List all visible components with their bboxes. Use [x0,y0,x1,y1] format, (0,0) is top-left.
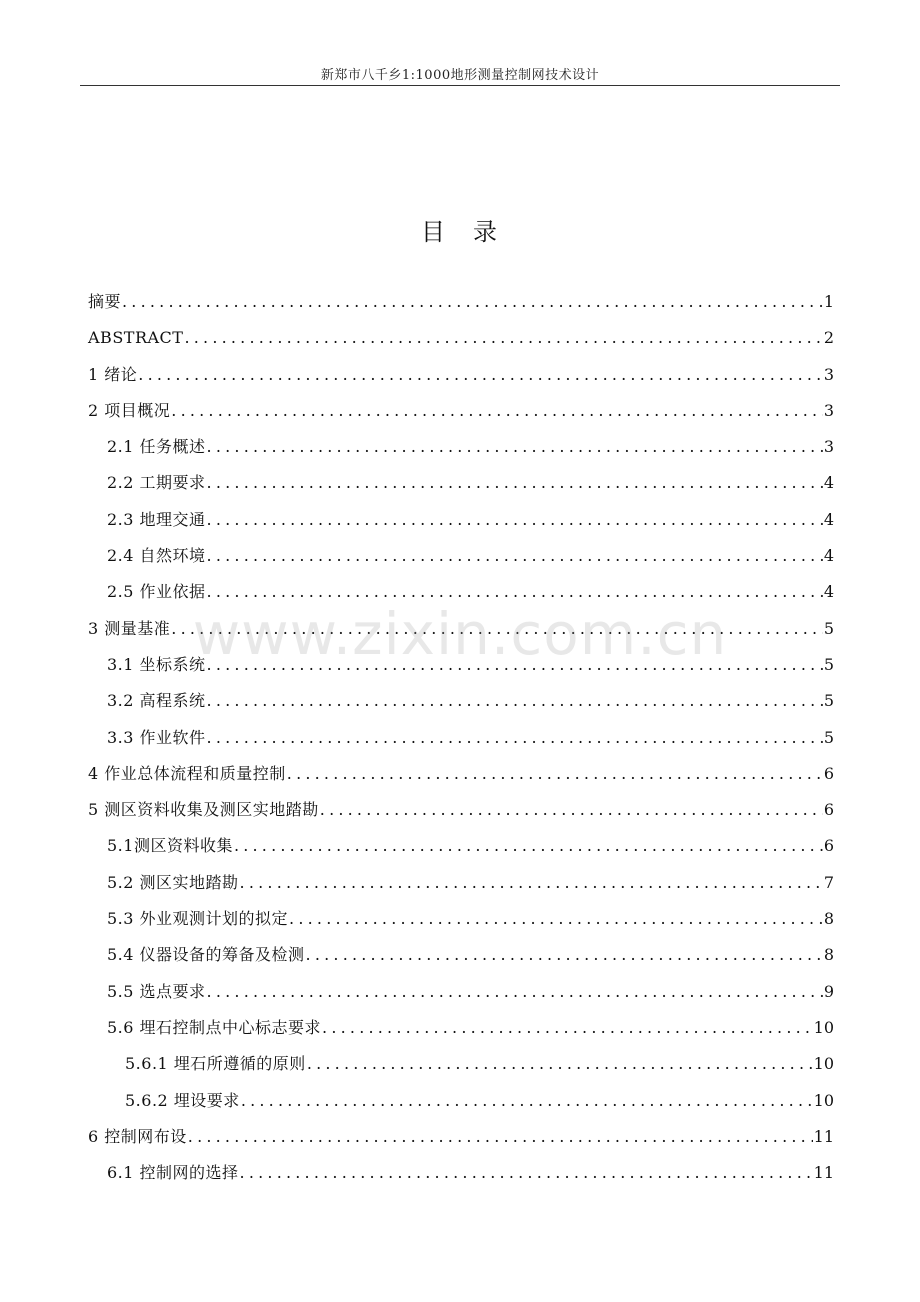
toc-entry-page: 6 [823,763,834,783]
toc-entry[interactable] [88,762,834,798]
toc-entry-page: 7 [823,872,834,892]
toc-entry-page: 5 [823,727,834,747]
toc-leader-dots [207,726,823,750]
toc-entry-page: 5 [823,654,834,674]
toc-entry-page: 11 [813,1126,834,1146]
toc-leader-dots [184,326,822,350]
toc-entry-page: 3 [823,437,834,457]
toc-entry-label: 5.3 外业观测计划的拟定 [107,909,289,929]
toc-entry-label: 5.2 测区实地踏勘 [107,872,239,892]
toc-entry[interactable] [88,1016,834,1052]
toc-entry[interactable] [88,943,834,979]
toc-leader-dots [207,435,823,459]
toc-leader-dots [207,980,823,1004]
toc-entry-page: 4 [823,546,834,566]
toc-entry-page: 10 [813,1017,834,1037]
toc-entry-page: 8 [823,945,834,965]
toc-leader-dots [207,689,823,713]
toc-leader-dots [188,1125,813,1149]
toc-entry-label: 2.1 任务概述 [107,437,206,457]
toc-entry[interactable] [88,471,834,507]
toc-entry-label: 6 控制网布设 [88,1126,187,1146]
toc-entry-page: 10 [813,1054,834,1074]
toc-entry-page: 9 [823,981,834,1001]
toc-entry[interactable] [88,326,834,362]
toc-list [88,290,834,1197]
toc-entry[interactable] [88,399,834,435]
toc-entry[interactable] [88,1052,834,1088]
toc-entry-page: 11 [813,1163,834,1183]
toc-entry-label: 3.3 作业软件 [107,727,206,747]
header-rule [80,85,840,86]
toc-entry-label: 5.1测区资料收集 [107,836,233,856]
toc-leader-dots [138,363,823,387]
toc-entry-page: 4 [823,582,834,602]
toc-entry-label: 2.5 作业依据 [107,582,206,602]
toc-entry-page: 1 [823,292,834,311]
toc-leader-dots [207,508,823,532]
toc-entry-page: 4 [823,509,834,529]
toc-entry-label: 5.4 仪器设备的筹备及检测 [107,945,305,965]
toc-entry[interactable] [88,726,834,762]
toc-leader-dots [241,1089,813,1113]
toc-entry-page: 5 [823,691,834,711]
toc-entry-label: 5.6 埋石控制点中心标志要求 [107,1017,322,1037]
toc-entry-label: 4 作业总体流程和质量控制 [88,763,286,783]
toc-leader-dots [240,1161,813,1185]
toc-entry-label: 1 绪论 [88,364,138,384]
toc-entry[interactable] [88,834,834,870]
toc-entry-page: 10 [813,1090,834,1110]
toc-entry[interactable] [88,435,834,471]
page-header: 新郑市八千乡1:1000地形测量控制网技术设计 [320,68,600,83]
toc-entry-page: 5 [823,618,834,638]
toc-leader-dots [207,653,823,677]
toc-entry[interactable] [88,617,834,653]
toc-entry[interactable] [88,980,834,1016]
toc-entry-page: 6 [823,800,834,820]
toc-entry-label: 5 测区资料收集及测区实地踏勘 [88,800,319,820]
toc-entry-label: 摘要 [88,292,122,311]
toc-entry[interactable] [88,544,834,580]
toc-leader-dots [171,399,823,423]
toc-entry-label: 5.6.1 埋石所遵循的原则 [125,1054,306,1074]
toc-entry-page: 4 [823,473,834,493]
toc-entry[interactable] [88,363,834,399]
toc-entry[interactable] [88,1125,834,1161]
toc-leader-dots [287,762,823,786]
toc-entry-label: 3.1 坐标系统 [107,654,206,674]
watermark: www.zixin.com.cn [192,600,728,668]
toc-entry-label: 3 测量基准 [88,618,171,638]
toc-leader-dots [320,798,823,822]
toc-title: 目 录 [421,218,499,246]
toc-entry[interactable] [88,871,834,907]
toc-entry[interactable] [88,798,834,834]
toc-entry-page: 6 [823,836,834,856]
toc-leader-dots [171,617,823,641]
toc-leader-dots [122,290,823,314]
toc-entry-label: 2.3 地理交通 [107,509,206,529]
toc-entry-page: 2 [823,328,834,348]
toc-leader-dots [306,943,823,967]
toc-leader-dots [289,907,823,931]
toc-leader-dots [207,544,823,568]
toc-entry[interactable] [88,653,834,689]
toc-entry-label: 3.2 高程系统 [107,691,206,711]
toc-entry-label: 5.5 选点要求 [107,981,206,1001]
toc-leader-dots [234,834,823,858]
toc-entry-label: 5.6.2 埋设要求 [125,1090,240,1110]
toc-entry[interactable] [88,508,834,544]
toc-entry[interactable] [88,580,834,616]
toc-entry[interactable] [88,907,834,943]
toc-entry-label: 2.4 自然环境 [107,546,206,566]
toc-entry-page: 3 [823,400,834,420]
toc-leader-dots [240,871,823,895]
toc-entry-label: 6.1 控制网的选择 [107,1163,239,1183]
toc-entry[interactable] [88,1161,834,1197]
toc-leader-dots [207,580,823,604]
toc-entry-label: 2 项目概况 [88,400,171,420]
toc-entry-label: 2.2 工期要求 [107,473,206,493]
toc-leader-dots [322,1016,813,1040]
toc-entry-label: ABSTRACT [88,328,184,348]
toc-entry[interactable] [88,290,834,326]
toc-leader-dots [207,471,823,495]
toc-entry[interactable] [88,689,834,725]
toc-entry-page: 8 [823,909,834,929]
toc-entry[interactable] [88,1089,834,1125]
toc-entry-page: 3 [823,364,834,384]
toc-leader-dots [307,1052,813,1076]
